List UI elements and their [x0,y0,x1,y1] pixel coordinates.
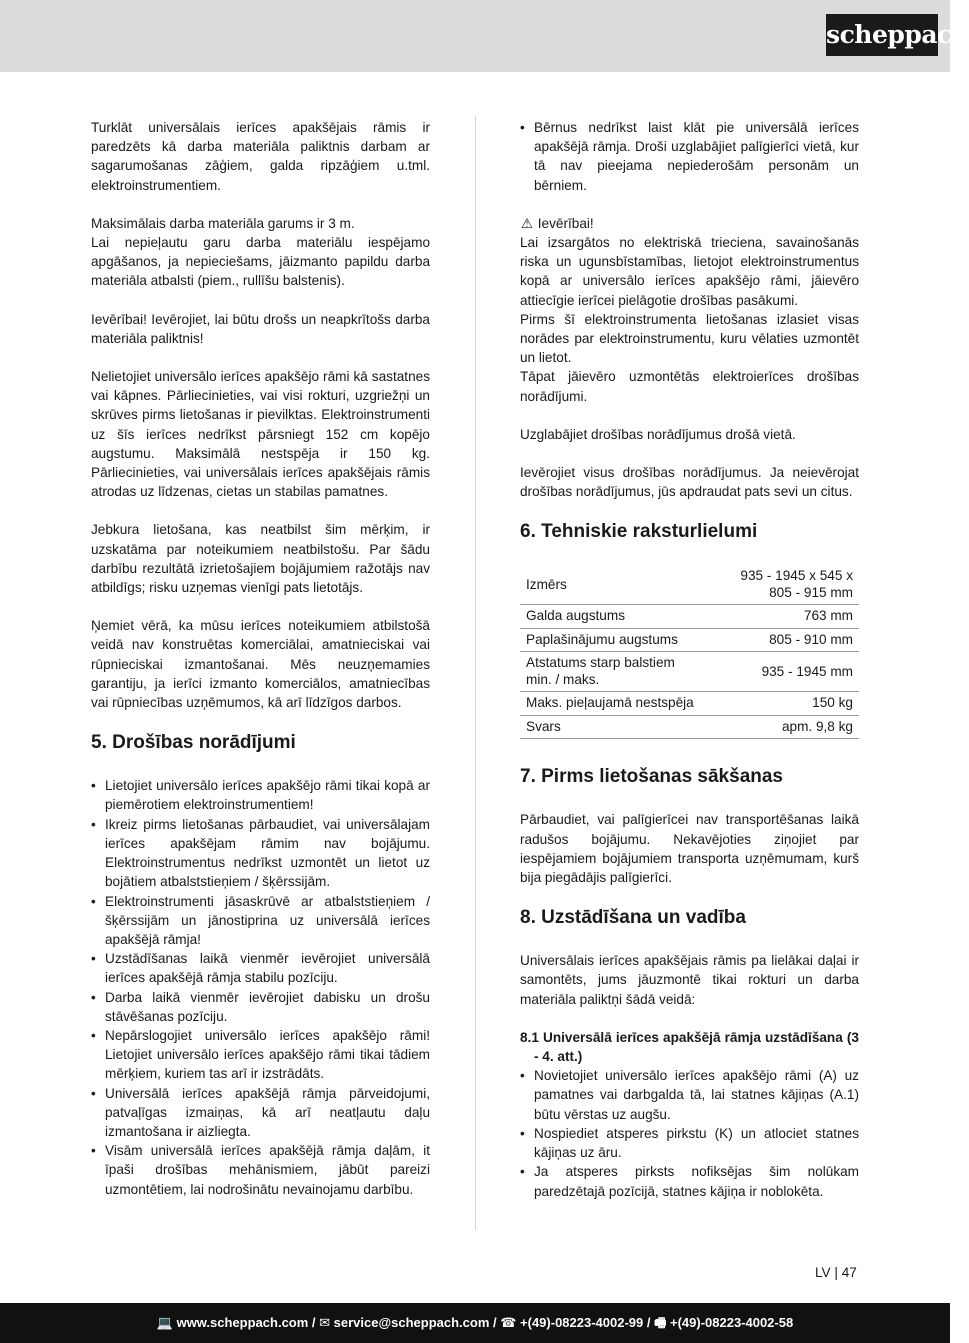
warning-text: Pirms šī elektroinstrumenta lietošanas izlasiet visas norādes par elektroinstrumentu, kuru vēlaties uzmontēt un lietot. [520,311,859,366]
attention-text: Ievērībai! Ievērojiet, lai būtu drošs un neapkrītošs darba materiāla paliktnis! [91,311,430,346]
support-text: Lai nepieļautu garu darba materiālu iespējamo apgāšanos, ja nepieciešams, jāizmanto papildu darba materiāla atbalsti (piem., rullīšu balstenis). [91,235,430,289]
observe-all-text: Ievērojiet visus drošības norādījumus. Ja neievērojat drošības norādījumus, jūs apdraudat pats sevi un citus. [520,465,859,500]
children-warning-list [520,118,859,195]
section-8-heading: 8. Uzstādīšana un vadība [520,907,746,929]
spec-label: Paplašinājumu augstums [520,628,708,652]
table-row [520,565,859,605]
table-row [520,652,859,692]
warning-heading [520,214,859,233]
table-row [520,692,859,716]
spec-value: 150 kg [708,692,859,716]
specs-table [520,565,859,739]
keep-safe-text: Uzglabājiet drošības norādījumus drošā vietā. [520,426,796,442]
column-divider [475,116,476,1230]
page-number: LV | 47 [815,1265,857,1280]
list-item: • Ikreiz pirms lietošanas pārbaudiet, vai universālajam ierīces apakšējam rāmim nav bojājumu. Elektroinstrumentus nedrīkst uzmontēt un lietot uz bojātiem atbalststieņiem / šķērssijām. [91,815,430,892]
safety-list [91,776,430,1198]
spec-value: apm. 9,8 kg [708,715,859,739]
spec-value: 805 - 910 mm [708,628,859,652]
improper-use-text: Jebkura lietošana, kas neatbilst šim mērķim, ir uzskatāma par noteikumiem neatbilstošu. Par šādu darbību rezultātā izrietošajiem bojājumiem ražotājs nav atbildīgs; risku uzņemas vienīgi pats lietotājs. [91,522,430,596]
intro-paragraph: Turklāt universālais ierīces apakšējais rāmis ir paredzēts kā darba materiāla paliktnis darbam ar sagarumošanas zāģiem, galda ripzāģiem u.tml. elektroinstrumentiem. [91,120,430,193]
left-column [91,118,430,1199]
list-item: • Universālā ierīces apakšējā rāmja pārveidojumi, patvaļīgas izmaiņas, kā arī neatļautu daļu izmantošana ir aizliegta. [91,1084,430,1142]
spec-label: Atstatums starp balstiem min. / maks. [520,652,708,692]
section-5-heading: 5. Drošības norādījumi [91,732,296,754]
spec-label: Maks. pieļaujamā nestspēja [520,692,708,716]
setup-list [520,1066,859,1200]
spec-value: 935 - 1945 x 545 x 805 - 915 mm [708,565,859,605]
list-item: • Lietojiet universālo ierīces apakšējo rāmi tikai kopā ar piemērotiem elektroinstrumentiem! [91,776,430,814]
spec-label: Galda augstums [520,605,708,629]
list-item: • Elektroinstrumenti jāsaskrūvē ar atbalststieņiem / šķērssijām un jānostiprina uz universālā ierīces apakšējā rāmja! [91,892,430,950]
spec-value: 763 mm [708,605,859,629]
footer-bar [0,1303,950,1343]
list-item: • Ja atsperes pirksts nofiksējas šim nolūkam paredzētajā pozīcijā, statnes kājiņa ir noblokēta. [520,1162,859,1200]
max-length-text: Maksimālais darba materiāla garums ir 3 m. [91,215,355,231]
section-6-heading: 6. Tehniskie raksturlielumi [520,521,758,543]
list-item: • Visām universālā ierīces apakšējā rāmja daļām, it īpaši drošības mehānismiem, jābūt pareizi uzmontētiem, lai nodrošinātu nevainojamu darbību. [91,1141,430,1199]
list-item: • Uzstādīšanas laikā vienmēr ievērojiet universālā ierīces apakšējā rāmja stabilu pozīciju. [91,949,430,987]
footer-contact-text: 💻 www.scheppach.com / ✉ service@scheppach.com / ☎ +(49)-08223-4002-99 / 🖷 +(49)-08223-4002-58 [156,1315,794,1330]
section-7-heading: 7. Pirms lietošanas sākšanas [520,766,783,788]
spec-value: 935 - 1945 mm [708,652,859,692]
warning-text: Lai izsargātos no elektriskā trieciena, savainošanās riska un ugunsbīstamības, lietojot elektroinstrumentus kopā ar universālo ierīces apakšējo rāmi, jāievēro attiecīgie ierīcei pielāgotie drošības pasākumi. [520,235,859,308]
scheppach-logo: scheppach [826,14,938,56]
section-8-text: Universālais ierīces apakšējais rāmis pa lielākai daļai ir samontēts, jums jāuzmontē tikai rokturi un darba materiāla paliktņi šādā veidā: [520,953,859,1007]
warning-text: Tāpat jāievēro uzmontētās elektroierīces drošības norādījumi. [520,369,859,404]
table-row [520,605,859,629]
usage-restrictions-text: Nelietojiet universālo ierīces apakšējo rāmi kā sastatnes vai kāpnes. Pārliecinieties, vai visi rokturi, uzgriežņi un skrūves pirms lietošanas ir pievilktas. Elektroinstrumenti uz šīs ierīces nedrīkst pārsniegt 152 cm kopējo augstumu. Maksimālā nestspēja ir 150 kg. Pārliecinieties, vai universālais ierīces apakšējais rāmis atrodas uz līdzenas, cietas un stabilas pamatnes. [91,369,430,500]
list-item: • Bērnus nedrīkst laist klāt pie universālā ierīces apakšējā rāmja. Droši uzglabājiet palīgierīci vietā, kur tā nav pieejama nepiederošām personām un bērniem. [520,118,859,195]
spec-label: Izmērs [520,565,708,605]
right-column [520,118,859,1201]
subsection-8-1-heading: 8.1 Universālā ierīces apakšējā rāmja uzstādīšana (3 - 4. att.) [520,1029,859,1065]
commercial-use-text: Ņemiet vērā, ka mūsu ierīces noteikumiem atbilstošā veidā nav konstruētas komerciālai, amatnieciskai vai rūpnieciskai izmantošanai. Mēs neuzņemamies garantiju, ja ierīci izmanto komerciālos, amatniecības vai rūpniecības uzņēmumos, kā arī līdzīgos darbos. [91,618,430,711]
list-item: • Nepārslogojiet universālo ierīces apakšējo rāmi! Lietojiet universālo ierīces apakšējo rāmi tikai tādiem mērķiem, kuriem tas arī ir izstrādāts. [91,1026,430,1084]
list-item: • Darba laikā vienmēr ievērojiet dabisku un drošu stāvēšanas pozīciju. [91,988,430,1026]
table-row [520,628,859,652]
spec-label: Svars [520,715,708,739]
section-7-text: Pārbaudiet, vai palīgierīcei nav transportēšanas laikā radušos bojājumu. Nekavējoties ziņojiet par iespējamiem bojājumiem transporta uzņēmumam, kurš bija piegādājis palīgierīci. [520,812,859,886]
warning-triangle-icon: ⚠ [520,215,534,231]
warning-label: Ievērībai! [537,215,594,231]
list-item: • Nospiediet atsperes pirkstu (K) un atlociet statnes kājiņas uz āru. [520,1124,859,1162]
list-item: • Novietojiet universālo ierīces apakšējo rāmi (A) uz pamatnes vai darbgalda tā, lai statnes kājiņas (A.1) būtu vērstas uz augšu. [520,1066,859,1124]
table-row [520,715,859,739]
header-bar [0,0,950,72]
